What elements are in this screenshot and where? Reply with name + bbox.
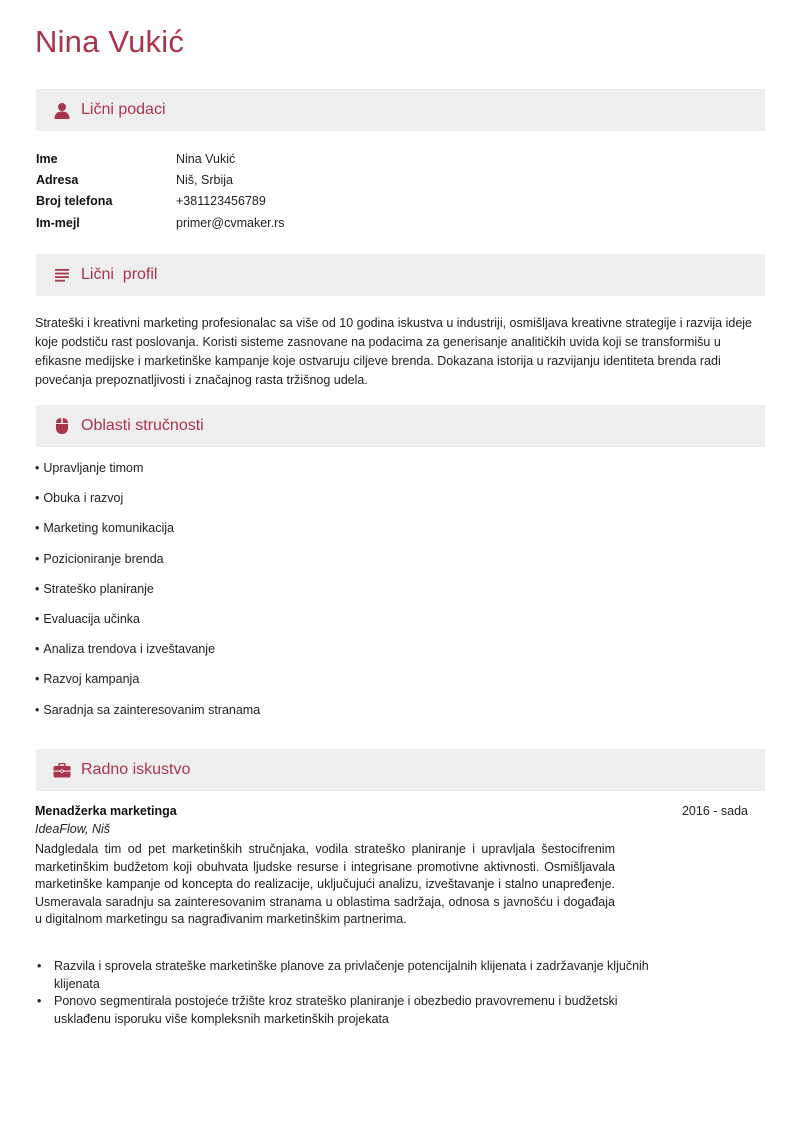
- section-title: Lični podaci: [81, 101, 166, 118]
- list-item: [35, 958, 655, 993]
- candidate-name: Nina Vukić: [35, 24, 185, 59]
- list-item: [35, 459, 260, 489]
- list-item: [35, 489, 260, 519]
- bullet: •: [35, 581, 40, 596]
- section-header-profile: [36, 254, 765, 296]
- personal-row-address: [36, 169, 285, 190]
- section-header-personal: [36, 89, 765, 131]
- achievement-text: Razvila i sprovela strateške marketinške planove za privlačenje potencijalnih klijenata i zadržavanje ključnih klijenata: [54, 959, 649, 991]
- field-value: +381123456789: [176, 194, 266, 209]
- section-title: Lični profil: [81, 266, 158, 283]
- bullet: •: [35, 702, 40, 717]
- skill-label: Evaluacija učinka: [43, 611, 140, 626]
- personal-data-table: [36, 148, 285, 233]
- section-title: Oblasti stručnosti: [81, 417, 204, 434]
- bullet: •: [37, 994, 42, 1008]
- field-label: Ime: [36, 151, 58, 166]
- list-item: [35, 701, 260, 731]
- job-description: Nadgledala tim od pet marketinških stručnjaka, vodila strateško planiranje i upravljala šestocifrenim marketinškim budžetom koji obuhvata ljudske resurse i integrisane promotivne aktivnosti. Osmišljavala marketinške kampanje od koncepta do realizacije, uključujući analizu, izveštavanje i stalno unapređenje. Usmeravala saradnju sa zainteresovanim stranama u oblastima sadržaja, odnosa s javnošću i događaja u digitalnom marketingu sa nagrađivanim marketinškim partnerima.: [35, 842, 615, 927]
- job-header: [35, 804, 748, 818]
- skill-label: Obuka i razvoj: [43, 491, 124, 506]
- achievements-list: [35, 958, 655, 1028]
- list-item: [35, 580, 260, 610]
- bullet: •: [35, 491, 40, 506]
- field-value: Niš, Srbija: [176, 172, 233, 187]
- person-icon: [53, 101, 71, 119]
- skill-label: Pozicioniranje brenda: [43, 551, 164, 566]
- section-header-skills: [36, 405, 765, 447]
- bullet: •: [37, 959, 42, 973]
- list-item: [35, 519, 260, 549]
- skill-label: Upravljanje timom: [43, 461, 144, 475]
- job-company: IdeaFlow, Niš: [35, 822, 111, 836]
- field-label: Im-mejl: [36, 215, 80, 230]
- profile-summary: Strateški i kreativni marketing profesionalac sa više od 10 godina iskustva u industriji, osmišljava kreativne strategije i razvija ideje koje podstiču rast poslovanja. Koristi sisteme zasnovane na podacima za generisanje analitičkih uvida koji se transformišu u efikasne medijske i marketinške kampanje koje ostvaruju ciljeve brenda. Dokazana istorija u razvijanju identiteta brenda radi povećanja prepoznatljivosti i značajnog rasta tržišnog udela.: [35, 316, 752, 387]
- skill-label: Saradnja sa zainteresovanim stranama: [43, 702, 261, 717]
- bullet: •: [35, 461, 40, 475]
- list-item: [35, 640, 260, 670]
- bullet: •: [35, 521, 40, 536]
- mouse-icon: [53, 417, 71, 435]
- field-value: Nina Vukić: [176, 151, 236, 166]
- personal-row-name: [36, 148, 285, 169]
- section-header-experience: [36, 749, 765, 791]
- list-item: [35, 610, 260, 640]
- skill-label: Razvoj kampanja: [43, 672, 140, 687]
- bullet: •: [35, 642, 40, 657]
- skill-label: Analiza trendova i izveštavanje: [43, 642, 216, 657]
- job-dates: 2016 - sada: [681, 804, 748, 818]
- bullet: •: [35, 672, 40, 687]
- text-lines-icon: [53, 266, 71, 284]
- skill-label: Strateško planiranje: [43, 581, 154, 596]
- list-item: [35, 670, 260, 700]
- achievement-text: Ponovo segmentirala postojeće tržište kroz strateško planiranje i obezbedio pravovremenu i budžetski usklađenu isporuku više kompleksnih marketinških projekata: [54, 994, 618, 1026]
- skill-label: Marketing komunikacija: [43, 521, 174, 536]
- bullet: •: [35, 551, 40, 566]
- personal-row-email: [36, 212, 285, 233]
- list-item: [35, 993, 655, 1028]
- list-item: [35, 550, 260, 580]
- job-title: Menadžerka marketinga: [35, 804, 177, 818]
- personal-row-phone: [36, 191, 285, 212]
- field-label: Broj telefona: [36, 194, 113, 209]
- section-title: Radno iskustvo: [81, 761, 191, 778]
- field-label: Adresa: [36, 172, 79, 187]
- briefcase-icon: [53, 761, 71, 779]
- bullet: •: [35, 611, 40, 626]
- field-value: primer@cvmaker.rs: [176, 215, 285, 230]
- skills-list: [35, 459, 260, 731]
